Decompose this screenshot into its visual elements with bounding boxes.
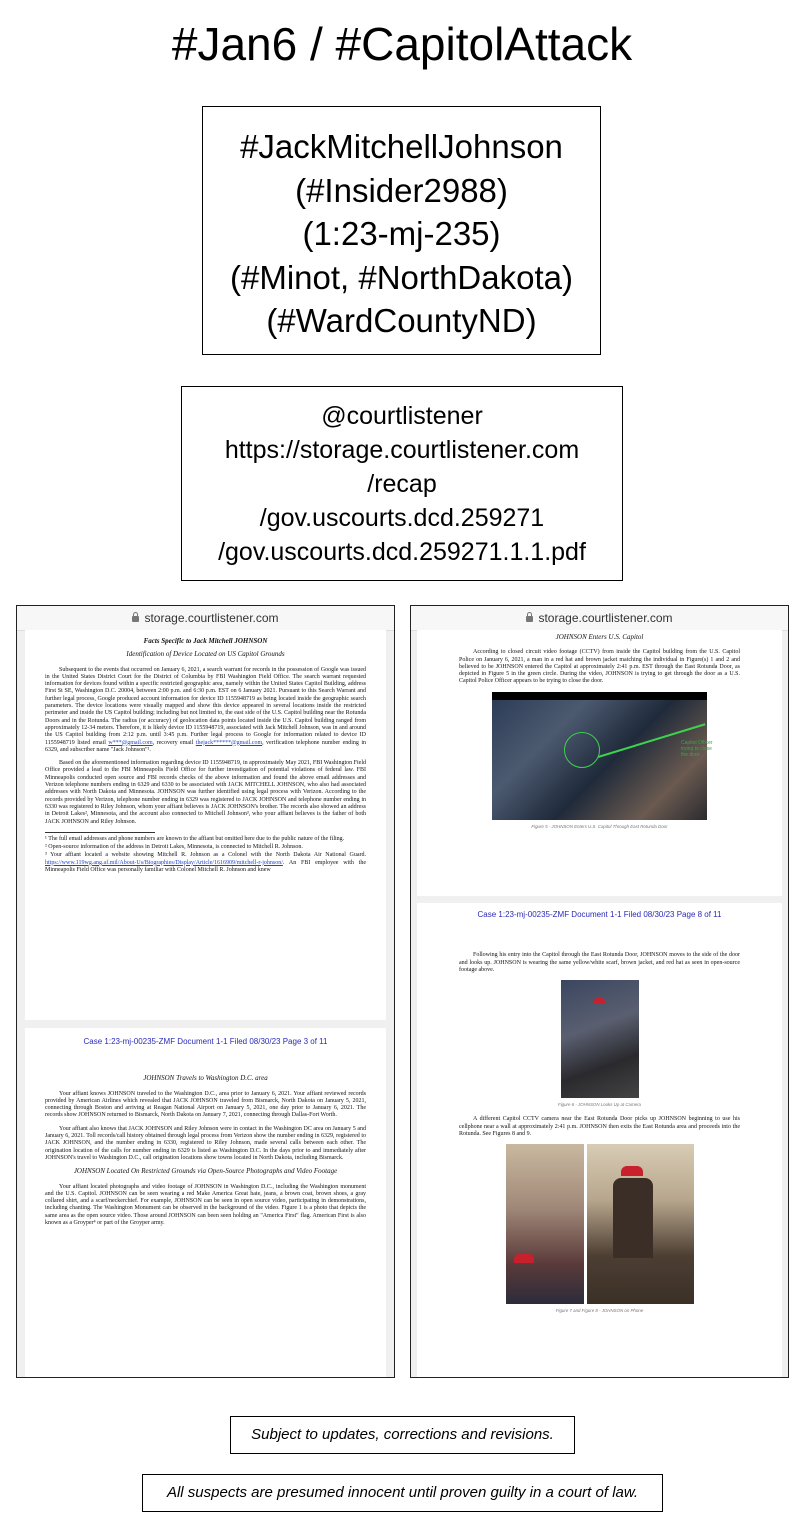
- lock-icon: [132, 616, 139, 622]
- paragraph: According to closed circuit video footage (CCTV) from inside the Capitol building from the U.S. Capitol Police on January 6, 2021, a man in a red hat and brown jacket matching the individual in Figure(s) 1 and 2 and believed to be JOHNSON entered the Capitol at approximately 2:41 p.m. EST through the East Rotunda Door, as depicted in Figure 5 in the green circle. During the video, JOHNSON is trying to get through the door as a U.S. Capitol Police Officer appears to be trying to close the door.: [459, 649, 740, 685]
- url-bar[interactable]: [17, 606, 394, 631]
- left-document-screenshot: [16, 605, 395, 1378]
- paragraph: Your affiant knows JOHNSON traveled to the Washington D.C., area prior to January 6, 2021. Your affiant reviewed records provided by American Airlines which revealed that JACK JOHNSON traveled from Bismarck, North Dakota on January 5, 2021, connecting through Boston and arriving at Reagan National Airport on January 5, 2021, one day prior to January 6, 2021. The records show JOHNSON returned to Bismarck, North Dakota on January 7, 2021, connecting through Dallas-Fort Worth.: [45, 1090, 366, 1119]
- footnote: ¹ The full email addresses and phone numbers are known to the affiant but omitted here due to the public nature of the filing.: [45, 835, 345, 842]
- source-url-line-4: /gov.uscourts.dcd.259271.1.1.pdf: [218, 538, 586, 566]
- figure-caption: Figure 7 and Figure 8 - JOHNSON on Phone: [555, 1308, 644, 1314]
- source-url-line-1: https://storage.courtlistener.com: [224, 436, 580, 464]
- document-page: [25, 1028, 386, 1377]
- red-hat: [593, 998, 605, 1004]
- section-heading: Facts Specific to Jack Mitchell JOHNSON: [143, 637, 268, 645]
- recovery-email-link[interactable]: thejack******@gmail.com: [195, 739, 263, 746]
- disclaimer-updates: Subject to updates, corrections and revisions.: [230, 1416, 575, 1454]
- document-page: [417, 903, 782, 1377]
- cctv-photo-figure-6: [561, 980, 639, 1098]
- subject-hashtag: #JackMitchellJohnson: [240, 128, 563, 165]
- figure-caption: Figure 6 - JOHNSON Looks Up at Camera: [558, 1102, 641, 1108]
- footnote: ² Open-source information of the address in Detroit Lakes, Minnesota, is connected to Mitchell R. Johnson.: [45, 844, 303, 851]
- email-link[interactable]: w***@gmail.com: [108, 739, 153, 746]
- subject-county: (#WardCountyND): [266, 302, 537, 340]
- url-bar[interactable]: [411, 606, 788, 631]
- subject-box: [202, 106, 601, 355]
- annotation-label: Capitol Officer trying to close the door: [681, 740, 713, 758]
- highlight-circle: [564, 732, 600, 768]
- jacket: [613, 1178, 653, 1258]
- url-text: storage.courtlistener.com: [144, 611, 279, 625]
- disclaimer-presumption: All suspects are presumed innocent until proven guilty in a court of law.: [142, 1474, 663, 1512]
- document-page: [25, 630, 386, 1020]
- red-hat: [514, 1254, 534, 1263]
- paragraph: A different Capitol CCTV camera near the East Rotunda Door picks up JOHNSON beginning to use his cellphone near a wall at approximately 2:41 p.m. JOHNSON then exits the East Rotunda area and proceeds into the Rotunda. See Figures 8 and 9.: [459, 1116, 740, 1138]
- right-document-screenshot: [410, 605, 789, 1378]
- source-url-line-3: /gov.uscourts.dcd.259271: [259, 504, 545, 532]
- url-text: storage.courtlistener.com: [538, 611, 673, 625]
- source-url-line-2: /recap: [367, 470, 437, 498]
- subject-location: (#Minot, #NorthDakota): [230, 258, 573, 296]
- case-header: Case 1:23-mj-00235-ZMF Document 1-1 Filed 08/30/23 Page 8 of 11: [477, 910, 722, 919]
- paragraph: Subsequent to the events that occurred on January 6, 2021, a search warrant for records in the possession of Google was issued in the United States District Court for the District of Columbia by FBI Washington Field Office. The search warrant requested information for devices found within a specific restricted geographic area, namely within the United States Capitol Building, address First St SE, Washington D.C. 20004, between 2:00 p.m. and 6:30 p.m. EST on 6 January 2021. Pursuant to this Search Warrant and further legal process, Google produced account information for device ID 1155948719 as being located inside the geographic search parameters. The device locations were visually mapped and show this device appeared in several locations inside the restricted perimeter and inside the US Capitol building; including but not limited to, the east side of the U.S. Capitol building near the Rotunda Doors and in the Rotunda. The radius (or accuracy) of geolocation data points located inside the U.S. Capitol building ranged from approximately 12-34 meters. Therefore, it is likely device ID 1155948719, associated with Jack Mitchell Johnson, was in and around the US Capitol building from 2:12 p.m. until 3:45 p.m. Further legal process to Google for information related to device ID 1155948719 listed email w***@gmail.com, recovery email thejack******@gmail.com, verification telephone number ending in 6329, and subscriber name "Jack Johnson"¹.: [45, 666, 367, 753]
- section-subheading: Identification of Device Located on US Capitol Grounds: [126, 650, 285, 659]
- case-number: (1:23-mj-235): [302, 215, 501, 253]
- section-heading: JOHNSON Travels to Washington D.C. area: [143, 1074, 268, 1083]
- footnote: ³ Your affiant located a website showing Mitchell R. Johnson as a Colonel with the North Dakota Air National Guard. https://www.119wg.ang.af.mil/About-Us/Biographies/Display/Article/1616909/mitchell-r-johnson/. An FBI employee with the Minneapolis Field Office was personally familiar with Colonel Mitchell R. Johnson and knew: [45, 852, 366, 874]
- lock-icon: [526, 616, 533, 622]
- section-heading: JOHNSON Enters U.S. Capitol: [555, 633, 644, 641]
- footnote-divider: [45, 832, 155, 833]
- cctv-photo-figure-7: [506, 1144, 584, 1304]
- red-hat: [621, 1166, 643, 1176]
- subject-alias: (#Insider2988): [295, 171, 508, 209]
- page-title: #Jan6 / #CapitolAttack: [171, 18, 633, 70]
- paragraph: Following his entry into the Capitol through the East Rotunda Door, JOHNSON moves to the side of the door and looks up. JOHNSON is wearing the same yellow/white scarf, brown jacket, and red hat as seen in open-source footage above.: [459, 952, 740, 973]
- source-box: [181, 386, 623, 581]
- cctv-photo-figure-5: [492, 692, 707, 820]
- paragraph: Your affiant located photographs and video footage of JOHNSON in Washington D.C., including the Washington monument and the U.S. Capitol. JOHNSON can be seen wearing a red Make America Great hate, jeans, a brown coat, brown shoes, a gray collared shirt, and a scarf/neckerchief. For example, JOHNSON can be seen in open source video, participating in demonstrations, including chanting. The Washington Monument can be observed in the background of the video. Figure 1 is a photo that depicts the same area as the open source video. Those around JOHNSON can been seen holding an "America First" flag. American First is also known as a Groyper⁴ or part of the Groyper army.: [45, 1183, 366, 1227]
- paragraph: Based on the aforementioned information regarding device ID 1155948719, in approximately May 2021, FBI Washington Field Office provided a lead to the FBI Minneapolis Field Office for further investigation of potential violations of federal law. FBI Minneapolis conducted open source and FBI records checks of the above information and found the above email addresses and Verizon telephone numbers ending in 6329 and 6330 to be associated with JACK MITCHELL JOHNSON, who also had associated addresses with North Dakota and Minnesota. JOHNSON was further identified using legal process with Verizon. According to the records provided by Verizon, telephone number ending in 6329 was registered to JACK JOHNSON and telephone number ending in 6330 was registered to Riley Johnson, whom your affiant believes is JACK JOHNSON's brother. The records also showed an address in Detroit Lakes², Minnesota, and the account also connected to Mitchell Johnson³, who your affiant believes is the father of both JACK JOHNSON and Riley Johnson.: [45, 760, 366, 825]
- section-heading: JOHNSON Located On Restricted Grounds via Open-Source Photographs and Video Footage: [73, 1167, 338, 1176]
- cctv-photo-figure-8: [587, 1144, 694, 1304]
- figure-caption: Figure 5 - JOHNSON Enters U.S. Capitol Through East Rotunda Door: [531, 823, 668, 829]
- figure-7-8-row: [459, 1144, 740, 1304]
- document-page: [417, 630, 782, 896]
- case-header: Case 1:23-mj-00235-ZMF Document 1-1 Filed 08/30/23 Page 3 of 11: [83, 1037, 328, 1046]
- source-handle: @courtlistener: [321, 402, 483, 430]
- biography-link[interactable]: https://www.119wg.ang.af.mil/About-Us/Biographies/Display/Article/1616909/mitchell-r-johnson/: [45, 859, 283, 866]
- paragraph: Your affiant also knows that JACK JOHNSON and Riley Johnson were in contact in the Washington DC area on January 5 and January 6, 2021. Toll records/call history obtained through legal process from Verizon show the number ending in 6329, registered to JACK JOHNSON, and the number ending in 6330, registered to Riley Johnson, made several calls between each other. The origination location of the calls for number ending in 6329 is listed as Washington D.C. In the days prior to and immediately after JOHNSON's travel to Washington D.C., call origination locations show towns located in North Dakota, including Bismarck.: [45, 1125, 366, 1161]
